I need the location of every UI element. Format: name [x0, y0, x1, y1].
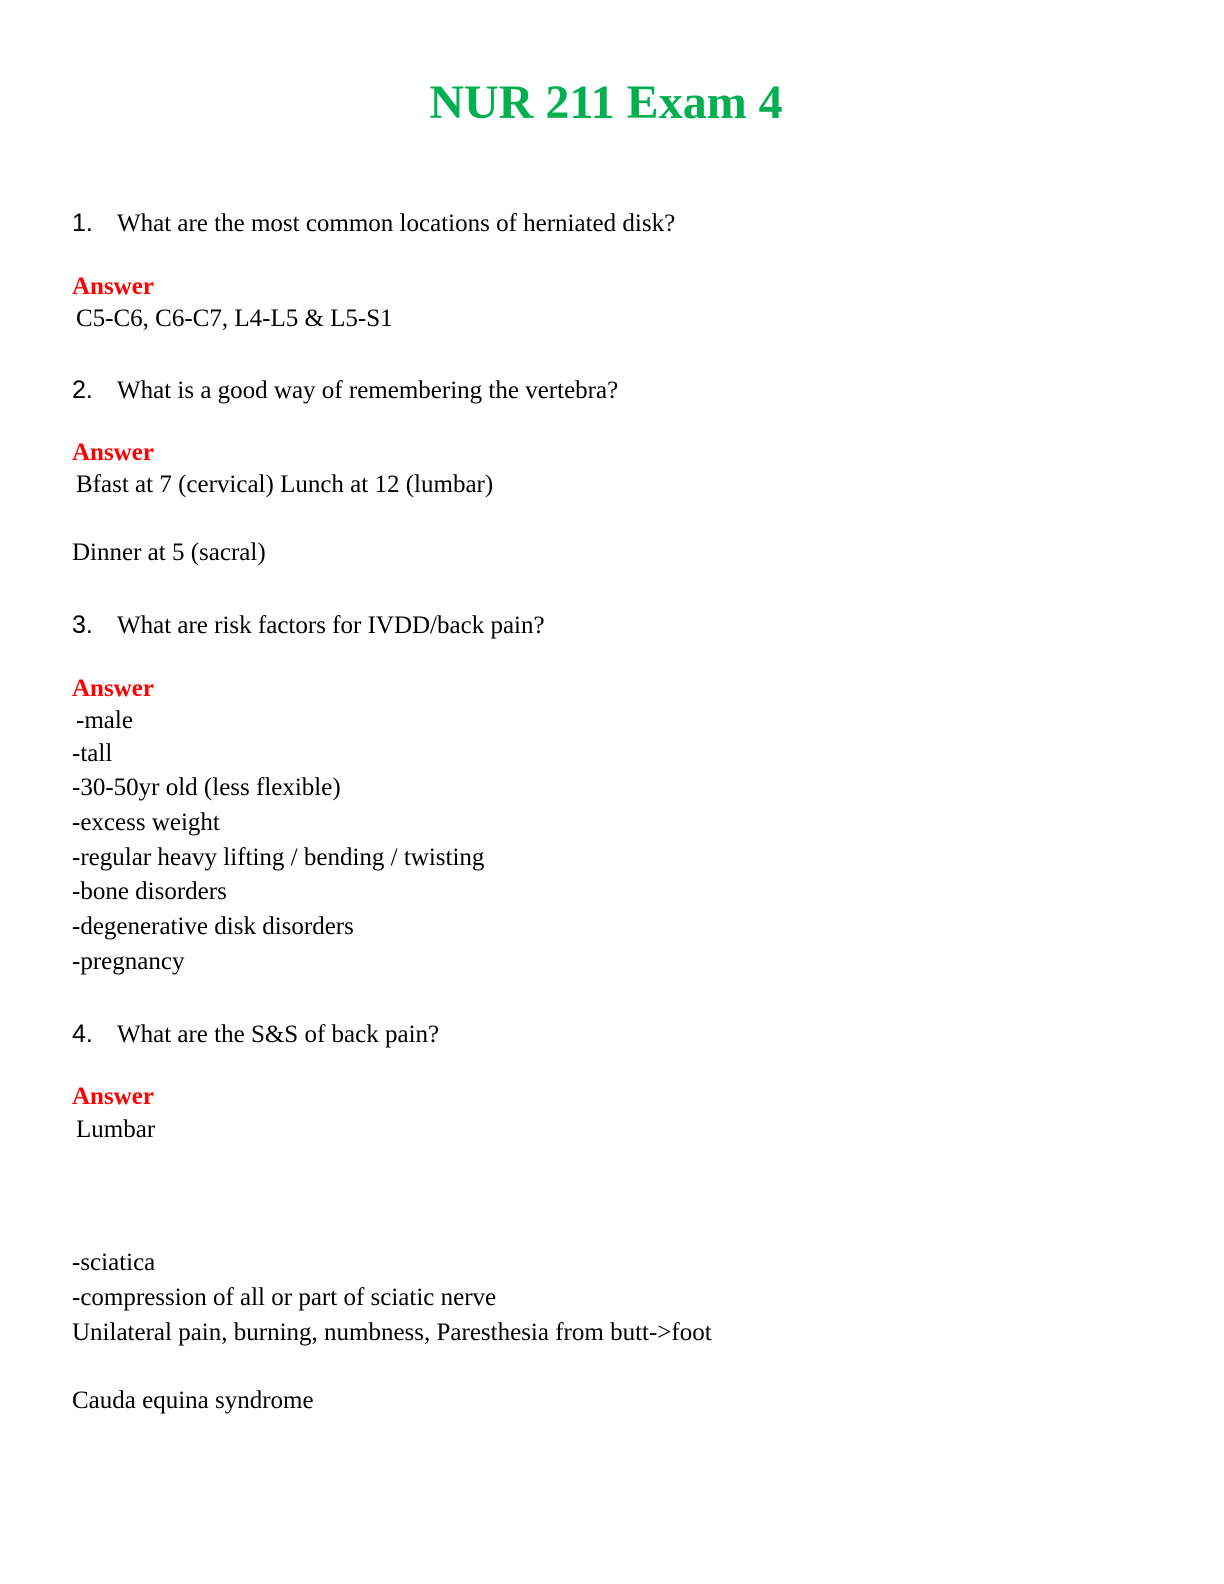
answer-line: -male: [76, 707, 133, 734]
question-text: What are the S&S of back pain?: [117, 1021, 440, 1048]
question-3: [72, 608, 545, 643]
answer-line: -regular heavy lifting / bending / twisting: [72, 844, 485, 871]
document-title: NUR 211 Exam 4: [429, 76, 783, 129]
question-number: 2.: [72, 376, 93, 404]
question-text: What is a good way of remembering the vertebra?: [117, 377, 619, 404]
answer-label: Answer: [72, 675, 154, 702]
answer-line: -sciatica: [72, 1249, 156, 1276]
answer-label: Answer: [72, 1083, 154, 1110]
answer-label: Answer: [72, 439, 154, 466]
answer-line: -degenerative disk disorders: [72, 913, 354, 940]
answer-line: Dinner at 5 (sacral): [72, 539, 266, 566]
question-text: What are the most common locations of herniated disk?: [117, 210, 676, 237]
answer-line: Bfast at 7 (cervical) Lunch at 12 (lumbar): [76, 471, 494, 498]
answer-line: -excess weight: [72, 809, 220, 836]
answer-line: -bone disorders: [72, 878, 227, 905]
answer-line: -compression of all or part of sciatic nerve: [72, 1284, 497, 1311]
question-number: 1.: [72, 209, 93, 237]
question-number: 4.: [72, 1020, 93, 1048]
question-4: [72, 1017, 439, 1052]
question-2: [72, 373, 618, 408]
question-number: 3.: [72, 611, 93, 639]
answer-line: -pregnancy: [72, 948, 185, 975]
question-text: What are risk factors for IVDD/back pain?: [117, 612, 545, 639]
answer-line: -tall: [72, 740, 113, 767]
answer-line: Cauda equina syndrome: [72, 1387, 314, 1414]
answer-line: -30-50yr old (less flexible): [72, 774, 341, 801]
answer-label: Answer: [72, 273, 154, 300]
answer-line: Lumbar: [76, 1116, 156, 1143]
answer-line: Unilateral pain, burning, numbness, Paresthesia from butt->foot: [72, 1319, 712, 1346]
question-1: [72, 206, 675, 241]
answer-line: C5-C6, C6-C7, L4-L5 & L5-S1: [76, 305, 393, 332]
